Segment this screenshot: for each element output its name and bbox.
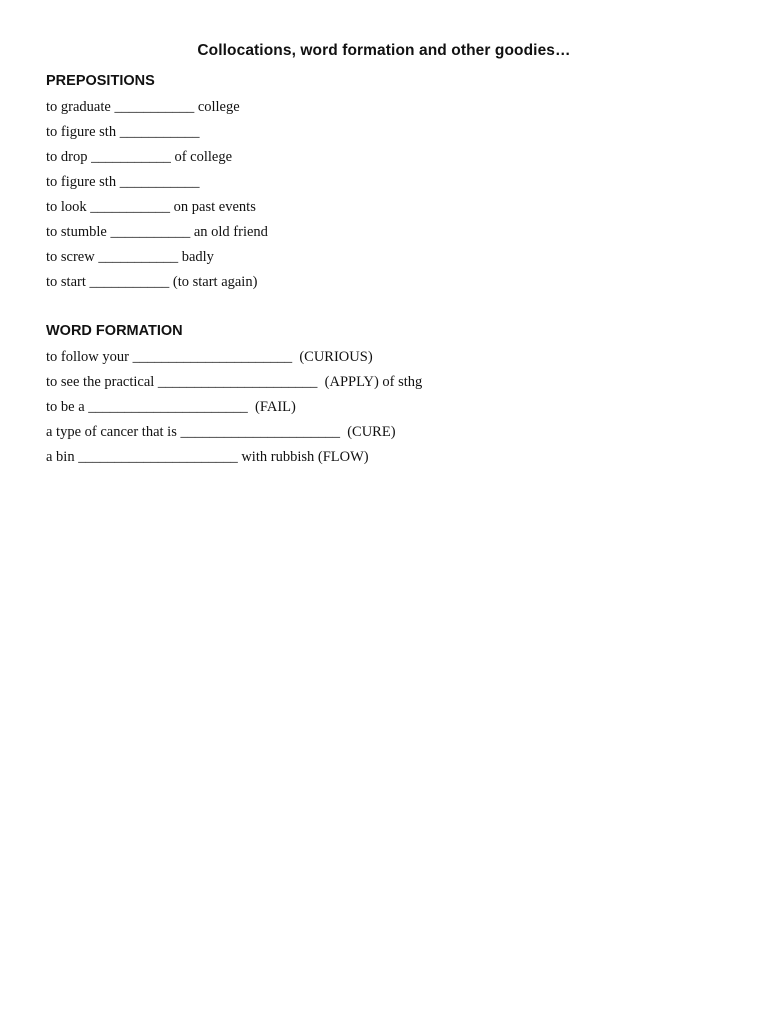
prepositions-item: to drop ___________ of college [46, 149, 233, 165]
prepositions-item: to figure sth ___________ [46, 124, 200, 140]
prepositions-item: to figure sth ___________ [46, 174, 200, 190]
prepositions-item: to start ___________ (to start again) [46, 274, 258, 290]
prepositions-item: to stumble ___________ an old friend [46, 224, 268, 240]
prepositions-item: to look ___________ on past events [46, 199, 256, 215]
prepositions-section [46, 70, 268, 295]
word-formation-section [46, 320, 422, 470]
word-formation-item: a bin ______________________ with rubbish (FLOW) [46, 449, 369, 465]
word-formation-heading: WORD FORMATION [46, 323, 183, 339]
word-formation-item: to see the practical ______________________ (APPLY) of sthg [46, 374, 423, 390]
prepositions-heading: PREPOSITIONS [46, 73, 155, 89]
word-formation-item: to follow your ______________________ (CURIOUS) [46, 349, 373, 365]
document-title: Collocations, word formation and other goodies… [197, 42, 571, 59]
word-formation-item: a type of cancer that is ______________________ (CURE) [46, 424, 396, 440]
prepositions-item: to screw ___________ badly [46, 249, 214, 265]
word-formation-item: to be a ______________________ (FAIL) [46, 399, 296, 415]
prepositions-item: to graduate ___________ college [46, 99, 240, 115]
